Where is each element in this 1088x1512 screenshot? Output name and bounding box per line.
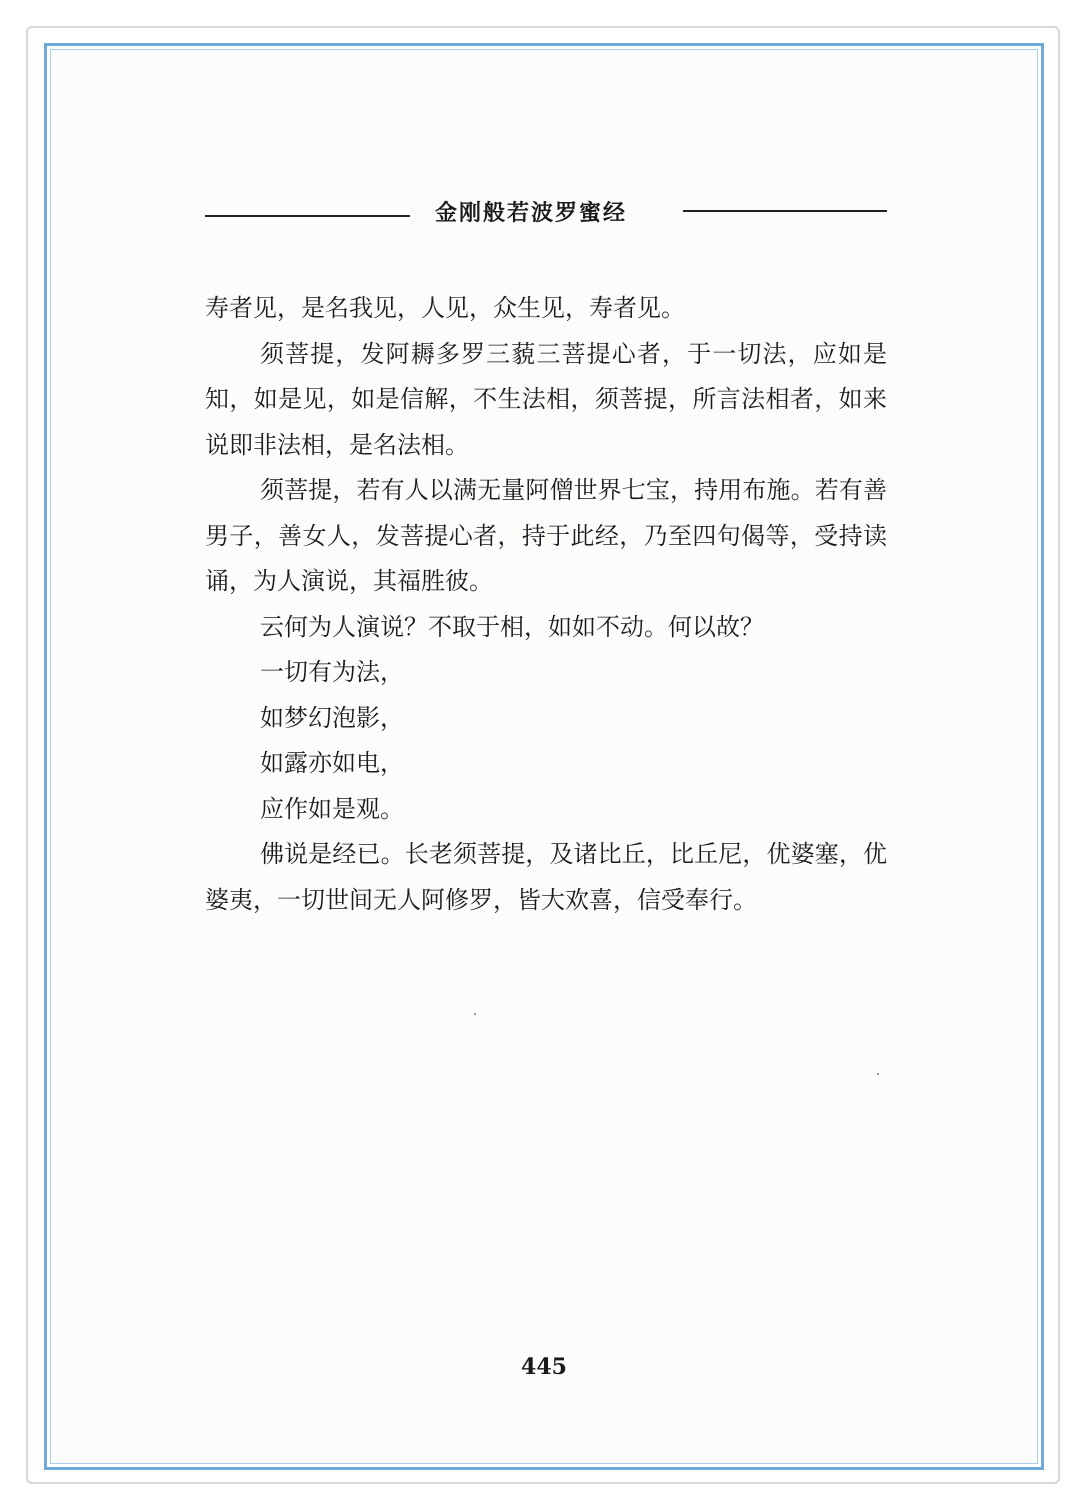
scripture-text (205, 286, 887, 923)
paragraph: 须菩提，若有人以满无量阿僧世界七宝，持用布施。若有善男子，善女人，发菩提心者，持于此经，乃至四句偈等，受持读诵，为人演说，其福胜彼。 (205, 476, 887, 595)
paragraph-continuation: 寿者见，是名我见，人见，众生见，寿者见。 (205, 294, 685, 322)
header-rule-right (683, 210, 887, 212)
verse-line: 如梦幻泡影， (260, 703, 404, 732)
verse-line: 应作如是观。 (260, 794, 404, 823)
page-number: 445 (521, 1354, 567, 1380)
scan-speck (474, 1013, 476, 1015)
paragraph: 云何为人演说？不取于相，如如不动。何以故？ (260, 612, 764, 641)
paragraph: 须菩提，发阿耨多罗三藐三菩提心者，于一切法，应如是知，如是见，如是信解，不生法相，须菩提，所言法相者，如来说即非法相，是名法相。 (205, 339, 887, 459)
running-header (205, 196, 887, 232)
header-title: 金刚般若波罗蜜经 (435, 200, 628, 226)
paragraph: 佛说是经已。长老须菩提，及诸比丘，比丘尼，优婆塞，优婆夷，一切世间无人阿修罗，皆大欢喜，信受奉行。 (205, 840, 887, 914)
verse-line: 如露亦如电， (260, 749, 404, 777)
verse-line: 一切有为法， (260, 658, 404, 686)
scan-speck (877, 1073, 879, 1075)
header-rule-left (205, 215, 410, 217)
